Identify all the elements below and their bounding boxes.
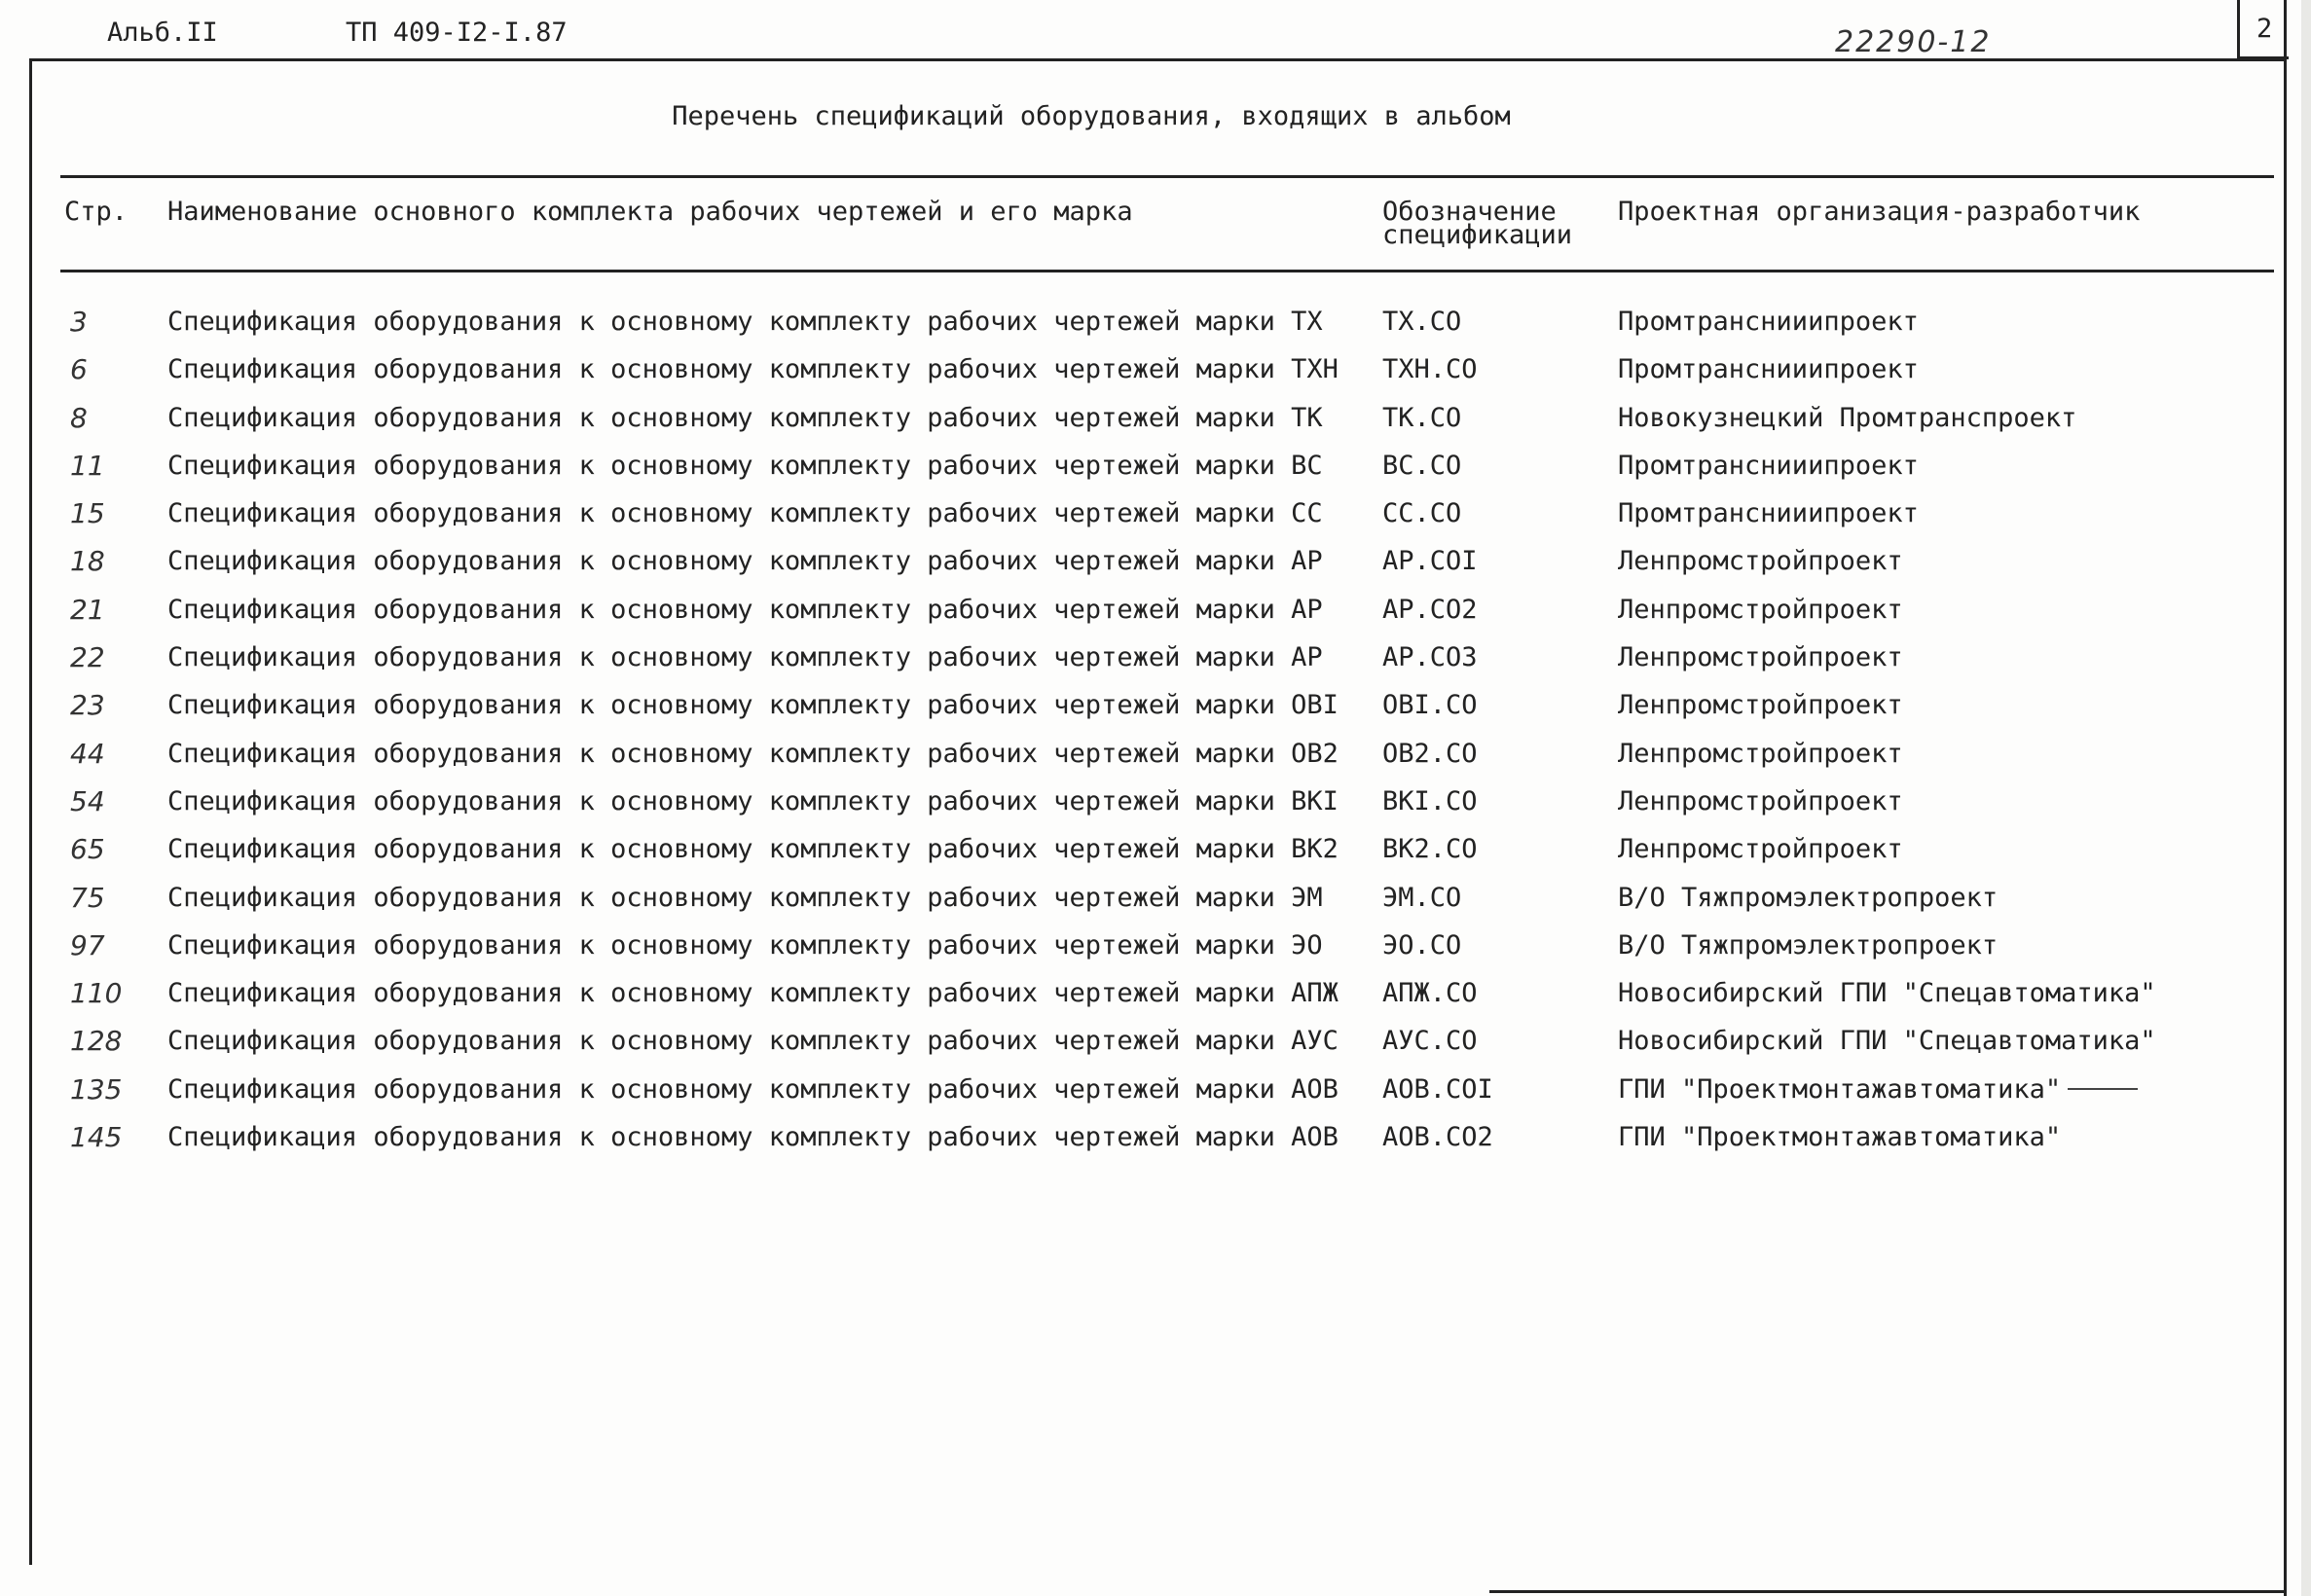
row-page: 22 (70, 641, 105, 674)
row-page: 23 (70, 689, 105, 722)
row-page: 18 (70, 545, 105, 578)
row-code: СС.СО (1382, 498, 1462, 529)
row-name: Спецификация оборудования к основному комплекту рабочих чертежей марки АПЖ (167, 978, 1339, 1009)
row-org: Ленпромстройпроект (1618, 738, 1903, 769)
table-row (0, 494, 2311, 542)
row-page: 11 (70, 449, 105, 482)
table-row (0, 1118, 2311, 1166)
table-row (0, 1022, 2311, 1070)
row-org: Промтранснииипроект (1618, 450, 1919, 481)
table-row (0, 830, 2311, 878)
row-name: Спецификация оборудования к основному комплекту рабочих чертежей марки ОВI (167, 690, 1339, 721)
row-org: Новосибирский ГПИ "Спецавтоматика" (1618, 1026, 2156, 1057)
table-row (0, 1070, 2311, 1118)
row-code: ТХ.СО (1382, 307, 1462, 337)
row-name: Спецификация оборудования к основному комплекту рабочих чертежей марки СС (167, 498, 1323, 529)
table-row (0, 974, 2311, 1022)
header-bottom-rule (60, 270, 2274, 272)
pencil-dash-mark (2068, 1088, 2138, 1090)
row-name: Спецификация оборудования к основному комплекту рабочих чертежей марки АУС (167, 1026, 1339, 1057)
table-row (0, 350, 2311, 398)
row-page: 75 (70, 881, 105, 914)
row-page: 128 (70, 1025, 123, 1058)
table-row (0, 591, 2311, 638)
column-header-name: Наименование основного комплекта рабочих чертежей и его марка (167, 197, 1133, 227)
table-row (0, 782, 2311, 830)
table-row (0, 303, 2311, 350)
row-name: Спецификация оборудования к основному комплекту рабочих чертежей марки АОВ (167, 1122, 1339, 1153)
row-code: ВК2.СО (1382, 834, 1478, 865)
row-code: ЭО.СО (1382, 929, 1462, 961)
row-code: АОВ.СО2 (1382, 1122, 1493, 1153)
row-org: Новокузнецкий Промтранспроект (1618, 402, 2077, 433)
row-org: ГПИ "Проектмонтажавтоматика" (1618, 1073, 2062, 1105)
row-org: В/О Тяжпромэлектропроект (1618, 929, 1999, 961)
row-page: 15 (70, 497, 105, 530)
row-page: 97 (70, 928, 105, 961)
row-name: Спецификация оборудования к основному комплекту рабочих чертежей марки ВК2 (167, 834, 1339, 865)
album-label: Альб.II (107, 18, 218, 48)
row-org: Промтранснииипроект (1618, 498, 1919, 529)
column-header-page: Стр. (64, 197, 128, 227)
table-row (0, 879, 2311, 926)
row-code: АР.СО3 (1382, 642, 1478, 673)
table-row (0, 638, 2311, 686)
row-code: АР.СО2 (1382, 594, 1478, 625)
table-row (0, 686, 2311, 734)
project-code: ТП 409-I2-I.87 (346, 18, 568, 48)
row-org: Ленпромстройпроект (1618, 642, 1903, 673)
table-body (0, 303, 2311, 1166)
table-row (0, 399, 2311, 447)
row-code: АР.СОI (1382, 546, 1478, 577)
row-code: АУС.СО (1382, 1026, 1478, 1057)
row-page: 8 (70, 401, 88, 434)
row-name: Спецификация оборудования к основному комплекту рабочих чертежей марки ТХ (167, 307, 1323, 337)
table-top-rule (60, 175, 2274, 178)
table-row (0, 447, 2311, 494)
row-code: ОВ2.СО (1382, 738, 1478, 769)
row-page: 135 (70, 1072, 123, 1106)
table-row (0, 542, 2311, 590)
frame-top-border (29, 58, 2286, 61)
row-code: ТХН.СО (1382, 354, 1478, 385)
column-header-org: Проектная организация-разработчик (1618, 197, 2141, 227)
row-code: ВС.СО (1382, 450, 1462, 481)
row-name: Спецификация оборудования к основному комплекту рабочих чертежей марки ТК (167, 402, 1323, 433)
row-name: Спецификация оборудования к основному комплекту рабочих чертежей марки ВКI (167, 785, 1339, 816)
row-org: Ленпромстройпроект (1618, 690, 1903, 721)
row-org: В/О Тяжпромэлектропроект (1618, 882, 1999, 913)
frame-bottom-border (1489, 1590, 2284, 1593)
row-code: АОВ.СОI (1382, 1073, 1493, 1105)
row-org: Ленпромстройпроект (1618, 546, 1903, 577)
row-name: Спецификация оборудования к основному комплекту рабочих чертежей марки ТХН (167, 354, 1339, 385)
row-org: Новосибирский ГПИ "Спецавтоматика" (1618, 978, 2156, 1009)
row-page: 6 (70, 353, 88, 386)
column-header-code (1382, 197, 1577, 250)
row-code: ТК.СО (1382, 402, 1462, 433)
row-org: Ленпромстройпроект (1618, 834, 1903, 865)
row-code: АПЖ.СО (1382, 978, 1478, 1009)
table-row (0, 926, 2311, 974)
row-name: Спецификация оборудования к основному комплекту рабочих чертежей марки ЭО (167, 929, 1323, 961)
archive-number: 22290-12 (1835, 25, 1992, 59)
row-name: Спецификация оборудования к основному комплекту рабочих чертежей марки ВС (167, 450, 1323, 481)
row-page: 3 (70, 306, 88, 338)
table-row (0, 735, 2311, 782)
row-page: 44 (70, 737, 105, 770)
row-page: 21 (70, 593, 105, 626)
row-code: ОВI.СО (1382, 690, 1478, 721)
row-code: ВКI.СО (1382, 785, 1478, 816)
row-org: Промтранснииипроект (1618, 354, 1919, 385)
row-org: Ленпромстройпроект (1618, 594, 1903, 625)
row-page: 54 (70, 784, 105, 817)
row-name: Спецификация оборудования к основному комплекту рабочих чертежей марки АР (167, 594, 1323, 625)
row-page: 65 (70, 833, 105, 866)
row-org: Промтранснииипроект (1618, 307, 1919, 337)
row-name: Спецификация оборудования к основному комплекту рабочих чертежей марки ОВ2 (167, 738, 1339, 769)
document-title: Перечень спецификаций оборудования, входящих в альбом (672, 101, 1511, 131)
row-org: Ленпромстройпроект (1618, 785, 1903, 816)
row-name: Спецификация оборудования к основному комплекту рабочих чертежей марки АР (167, 546, 1323, 577)
row-page: 110 (70, 977, 123, 1010)
row-name: Спецификация оборудования к основному комплекту рабочих чертежей марки АР (167, 642, 1323, 673)
row-name: Спецификация оборудования к основному комплекту рабочих чертежей марки ЭМ (167, 882, 1323, 913)
row-page: 145 (70, 1121, 123, 1154)
column-header-code-line2: спецификации (1382, 220, 1573, 250)
row-org: ГПИ "Проектмонтажавтоматика" (1618, 1122, 2062, 1153)
row-name: Спецификация оборудования к основному комплекту рабочих чертежей марки АОВ (167, 1073, 1339, 1105)
column-header-code-line1: Обозначение (1382, 197, 1557, 227)
row-code: ЭМ.СО (1382, 882, 1462, 913)
page-number: 2 (2256, 14, 2273, 44)
